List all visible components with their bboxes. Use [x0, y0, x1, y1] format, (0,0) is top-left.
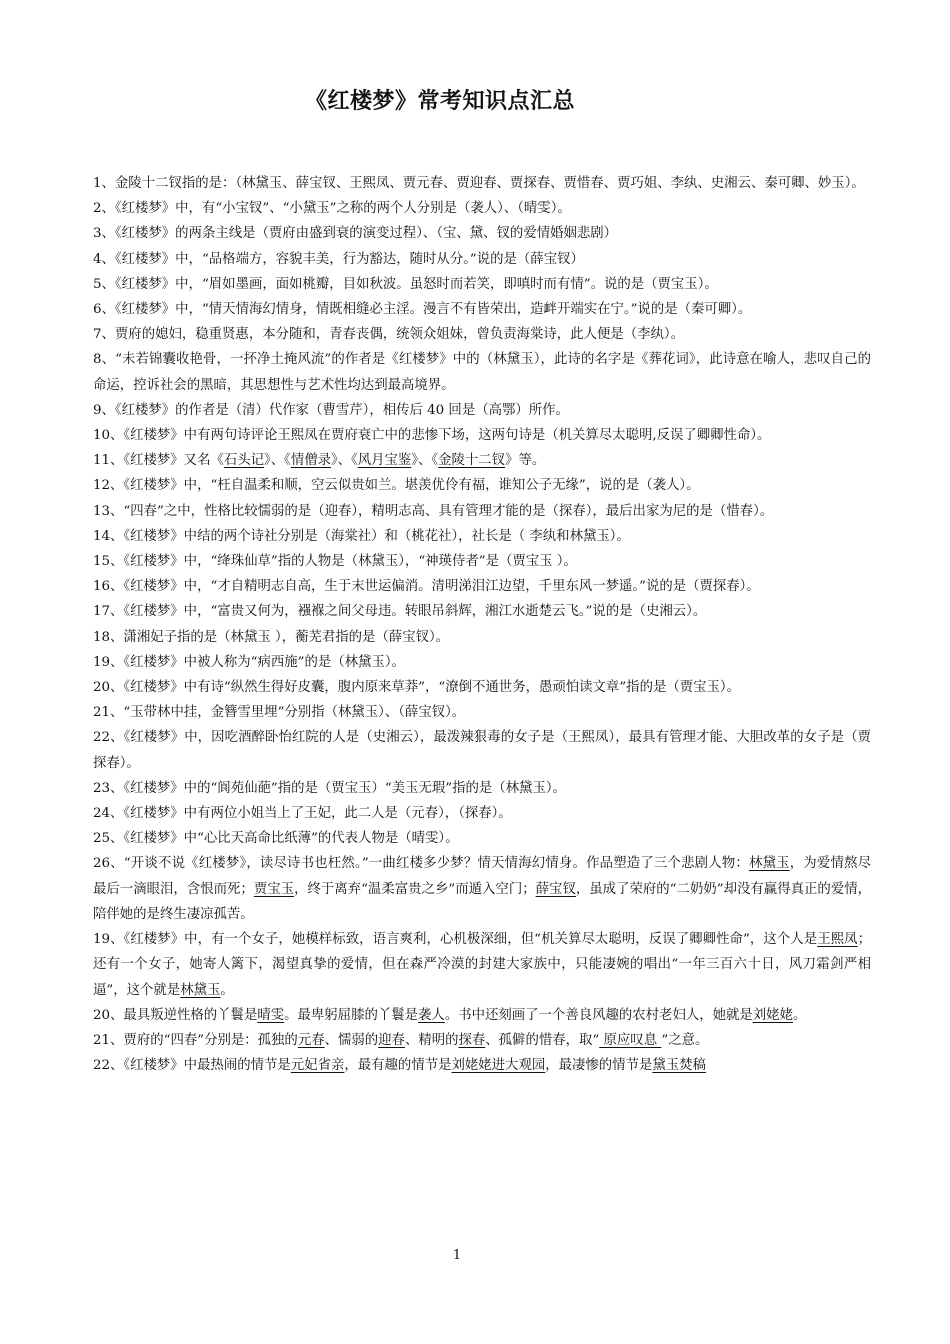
- underlined-answer: 刘姥姥: [752, 1007, 793, 1023]
- list-item: [93, 625, 871, 650]
- list-item: [93, 398, 871, 423]
- item-text: 1、金陵十二钗指的是：（林黛玉、薛宝钗、王熙凤、贾元春、贾迎春、贾探春、贾惜春、贾巧姐、李纨、史湘云、秦可卿、妙玉）。: [93, 176, 865, 191]
- item-text: 8、“未若锦囊收艳骨，一抔净土掩风流”的作者是《红楼梦》中的（林黛玉），此诗的名字是《葬花词》，此诗意在喻人，悲叹自己的命运，控诉社会的黑暗，其思想性与艺术性均达到最高境界。: [93, 352, 871, 393]
- item-text: ，终于离弃“温柔富贵之乡”而遁入空门；: [294, 881, 536, 897]
- underlined-answer: 探春: [458, 1032, 486, 1048]
- list-item: [93, 549, 871, 574]
- underlined-answer: 林黛玉: [749, 856, 790, 872]
- list-item: [93, 272, 871, 297]
- underlined-answer: 迎春: [378, 1032, 405, 1048]
- item-text: ，为爱情熬尽最后一滴眼泪，含恨而死；: [93, 856, 872, 897]
- item-text: 19、《红楼梦》中，有一个女子，她模样标致，语言爽利，心机极深细，但“机关算尽太聪明，反误了卿卿性命”，这个人是: [93, 932, 818, 948]
- underlined-answer: 贾宝玉: [253, 881, 295, 897]
- item-text: 。书中还刻画了一个善良风趣的农村老妇人，她就是: [444, 1007, 753, 1023]
- item-text: 20、《红楼梦》中有诗“纵然生得好皮囊，腹内原来草莽”，“潦倒不通世务，愚顽怕读文章”指的是（贾宝玉）。: [93, 680, 740, 696]
- list-item: [93, 423, 871, 448]
- underlined-answer: 林黛玉: [180, 982, 221, 998]
- item-text: 10、《红楼梦》中有两句诗评论王熙凤在贾府衰亡中的悲惨下场，这两句诗是（机关算尽太聪明,反误了卿卿性命）。: [93, 428, 771, 444]
- item-text: 22、《红楼梦》中最热闹的情节是: [93, 1058, 291, 1074]
- underlined-answer: 元春: [297, 1032, 325, 1048]
- list-item: [93, 1028, 871, 1053]
- item-text: 》、《: [264, 453, 291, 469]
- list-item: [93, 247, 871, 272]
- underlined-answer: 晴雯: [257, 1007, 285, 1023]
- page-title: 《红楼梦》常考知识点汇总: [304, 89, 575, 114]
- item-text: 》、《: [411, 453, 439, 469]
- item-text: 17、《红楼梦》中，“富贵又何为，襁褓之间父母违。转眼吊斜辉，湘江水逝楚云飞。”说的是（史湘云）。: [93, 604, 707, 620]
- item-text: 5、《红楼梦》中，“眉如墨画，面如桃瓣，目如秋波。虽怒时而若笑，即嗔时而有情”。说的是（贾宝玉）。: [93, 276, 718, 292]
- item-text: 3、《红楼梦》的两条主线是（贾府由盛到衰的演变过程）、（宝、黛、钗的爱情婚姻悲剧）: [93, 226, 618, 242]
- list-item: [93, 927, 871, 1003]
- list-item: [93, 650, 871, 675]
- underlined-answer: 金陵十二钗: [438, 453, 506, 469]
- list-item: [93, 1053, 871, 1078]
- underlined-answer: 元妃省亲: [290, 1058, 345, 1074]
- list-item: [93, 700, 871, 725]
- item-text: 12、《红楼梦》中，“枉自温柔和顺，空云似贵如兰。堪羡优伶有福，谁知公子无缘”，说的是（袭人）。: [93, 478, 700, 494]
- item-text: ”之意。: [661, 1032, 709, 1048]
- list-item: [93, 725, 871, 775]
- list-item: [93, 1003, 871, 1028]
- item-text: 。最卑躬屈膝的丫鬟是: [284, 1007, 419, 1023]
- item-text: 22、《红楼梦》中，因吃酒醉卧怡红院的人是（史湘云），最泼辣狠毒的女子是（王熙凤），最具有管理才能、大胆改革的女子是（贾探春）。: [93, 730, 871, 771]
- item-text: 、孤僻的惜春，取“: [485, 1032, 600, 1048]
- item-text: 7、贾府的媳妇，稳重贤惠，本分随和，青春丧偶，统领众姐妹，曾负责海棠诗，此人便是（李纨）。: [93, 327, 685, 343]
- item-text: 》等。: [505, 453, 546, 469]
- item-text: 、懦弱的: [324, 1032, 379, 1048]
- item-text: 。: [220, 982, 234, 998]
- item-text: 18、潇湘妃子指的是（林黛玉 ），蘅芜君指的是（薛宝钗）。: [93, 629, 450, 645]
- underlined-answer: 袭人: [418, 1007, 445, 1023]
- list-item: [93, 297, 871, 322]
- underlined-answer: 原应叹息: [599, 1032, 662, 1048]
- underlined-answer: 情僧录: [290, 453, 331, 469]
- underlined-answer: 风月宝鉴: [357, 453, 412, 469]
- item-text: 19、《红楼梦》中被人称为“病西施”的是（林黛玉）。: [93, 654, 405, 670]
- item-text: 》、《: [330, 453, 358, 469]
- item-text: 15、《红楼梦》中，“绛珠仙草”指的人物是（林黛玉），“神瑛侍者”是（贾宝玉 ）。: [93, 554, 577, 570]
- list-item: [93, 826, 871, 851]
- document-body: [93, 171, 871, 1078]
- list-item: [93, 776, 871, 801]
- list-item: [93, 473, 871, 498]
- item-text: 21、“玉带林中挂，金簪雪里埋”分别指（林黛玉）、（薛宝钗）。: [93, 705, 466, 721]
- item-text: 2、《红楼梦》中，有“小宝钗”、“小黛玉”之称的两个人分别是（袭人）、（晴雯）。: [93, 201, 571, 217]
- item-text: ，虽成了荣府的“二奶奶”却没有赢得真正的爱情，陪伴她的是终生凄凉孤苦。: [93, 881, 872, 922]
- list-item: [93, 599, 871, 624]
- underlined-answer: 刘姥姥进大观园: [451, 1058, 546, 1074]
- item-text: 、精明的: [404, 1032, 459, 1048]
- item-text: 6、《红楼梦》中，“情天情海幻情身，情既相缝必主淫。漫言不有皆荣出，造衅开端实在宁。”说的是（秦可卿）。: [93, 302, 752, 318]
- list-item: [93, 801, 871, 826]
- item-text: 9、《红楼梦》的作者是（清）代作家（曹雪芹），相传后 40 回是（高鄂）所作。: [93, 402, 569, 418]
- list-item: [93, 171, 871, 196]
- item-text: 25、《红楼梦》中“心比天高命比纸薄”的代表人物是（晴雯）。: [93, 831, 459, 847]
- item-text: 13、“四春”之中，性格比较懦弱的是（迎春），精明志高、具有管理才能的是（探春），最后出家为尼的是（惜春）。: [93, 503, 774, 519]
- item-text: ，最有趣的情节是: [344, 1058, 452, 1074]
- item-text: 16、《红楼梦》中，“才自精明志自高，生于末世运偏消。清明涕泪江边望，千里东风一梦遥。”说的是（贾探春）。: [93, 579, 760, 595]
- item-text: 20、最具叛逆性格的丫鬟是: [93, 1007, 258, 1023]
- underlined-answer: 石头记: [223, 453, 265, 469]
- list-item: [93, 574, 871, 599]
- underlined-answer: 薛宝钗: [535, 881, 576, 897]
- item-text: 21、贾府的“四春”分别是：孤独的: [93, 1032, 298, 1048]
- item-text: ；还有一个女子，她寄人篱下，渴望真挚的爱情，但在森严冷漠的封建大家族中，只能凄婉的唱出“一年三百六十日，风刀霜剑严相逼”，这个就是: [93, 932, 872, 998]
- page-number: 1: [452, 1248, 462, 1263]
- item-text: 26、“开谈不说《红楼梦》，读尽诗书也枉然。”一曲红楼多少梦？情天情海幻情身。作品塑造了三个悲剧人物：: [93, 856, 749, 872]
- list-item: [93, 221, 871, 246]
- item-text: 4、《红楼梦》中，“品格端方，容貌丰美，行为豁达，随时从分。”说的是（薛宝钗）: [93, 251, 584, 267]
- item-text: 24、《红楼梦》中有两位小姐当上了王妃，此二人是（元春），（探春）。: [93, 806, 512, 822]
- item-text: 14、《红楼梦》中结的两个诗社分别是（海棠社）和（桃花社），社长是（ 李纨和林黛玉）。: [93, 528, 630, 544]
- list-item: [93, 524, 871, 549]
- list-item: [93, 851, 871, 927]
- underlined-answer: 王熙凤: [817, 932, 858, 948]
- list-item: [93, 322, 871, 347]
- list-item: [93, 499, 871, 524]
- list-item: [93, 448, 871, 473]
- item-text: 11、《红楼梦》又名《: [93, 453, 224, 469]
- item-text: 23、《红楼梦》中的“阆苑仙葩”指的是（贾宝玉）“美玉无瑕”指的是（林黛玉）。: [93, 780, 566, 796]
- list-item: [93, 347, 871, 397]
- underlined-answer: 黛玉焚稿: [652, 1058, 706, 1074]
- list-item: [93, 196, 871, 221]
- item-text: 。: [792, 1007, 807, 1023]
- list-item: [93, 675, 871, 700]
- item-text: ，最凄惨的情节是: [545, 1058, 653, 1074]
